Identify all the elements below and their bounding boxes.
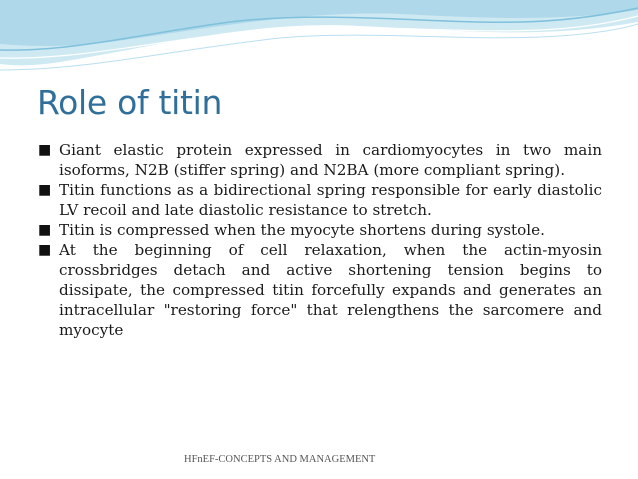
bullet-item <box>36 220 602 240</box>
bullet-text: Titin functions as a bidirectional spring responsible for early diastolic LV recoil and late diastolic resistance to stretch. <box>59 181 602 219</box>
bullet-list <box>36 140 602 340</box>
filled-square-bullet-icon: ■ <box>38 142 52 158</box>
slide-footer: HFnEF-CONCEPTS AND MANAGEMENT <box>184 454 376 465</box>
bullet-text: At the beginning of cell relaxation, when the actin-myosin crossbridges detach and active shortening tension begins to dissipate, the compressed titin forcefully expands and generates an intracellular "restoring force" that relengthens the sarcomere and myocyte <box>59 241 602 339</box>
filled-square-bullet-icon: ■ <box>38 222 52 238</box>
header-wave-decoration <box>0 0 638 90</box>
slide-title: Role of titin <box>37 83 223 122</box>
filled-square-bullet-icon: ■ <box>38 182 52 198</box>
bullet-item <box>36 240 602 340</box>
filled-square-bullet-icon: ■ <box>38 242 52 258</box>
bullet-text: Giant elastic protein expressed in cardiomyocytes in two main isoforms, N2B (stiffer spring) and N2BA (more compliant spring). <box>59 141 602 179</box>
bullet-text: Titin is compressed when the myocyte shortens during systole. <box>59 221 545 239</box>
bullet-item <box>36 180 602 220</box>
bullet-item <box>36 140 602 180</box>
